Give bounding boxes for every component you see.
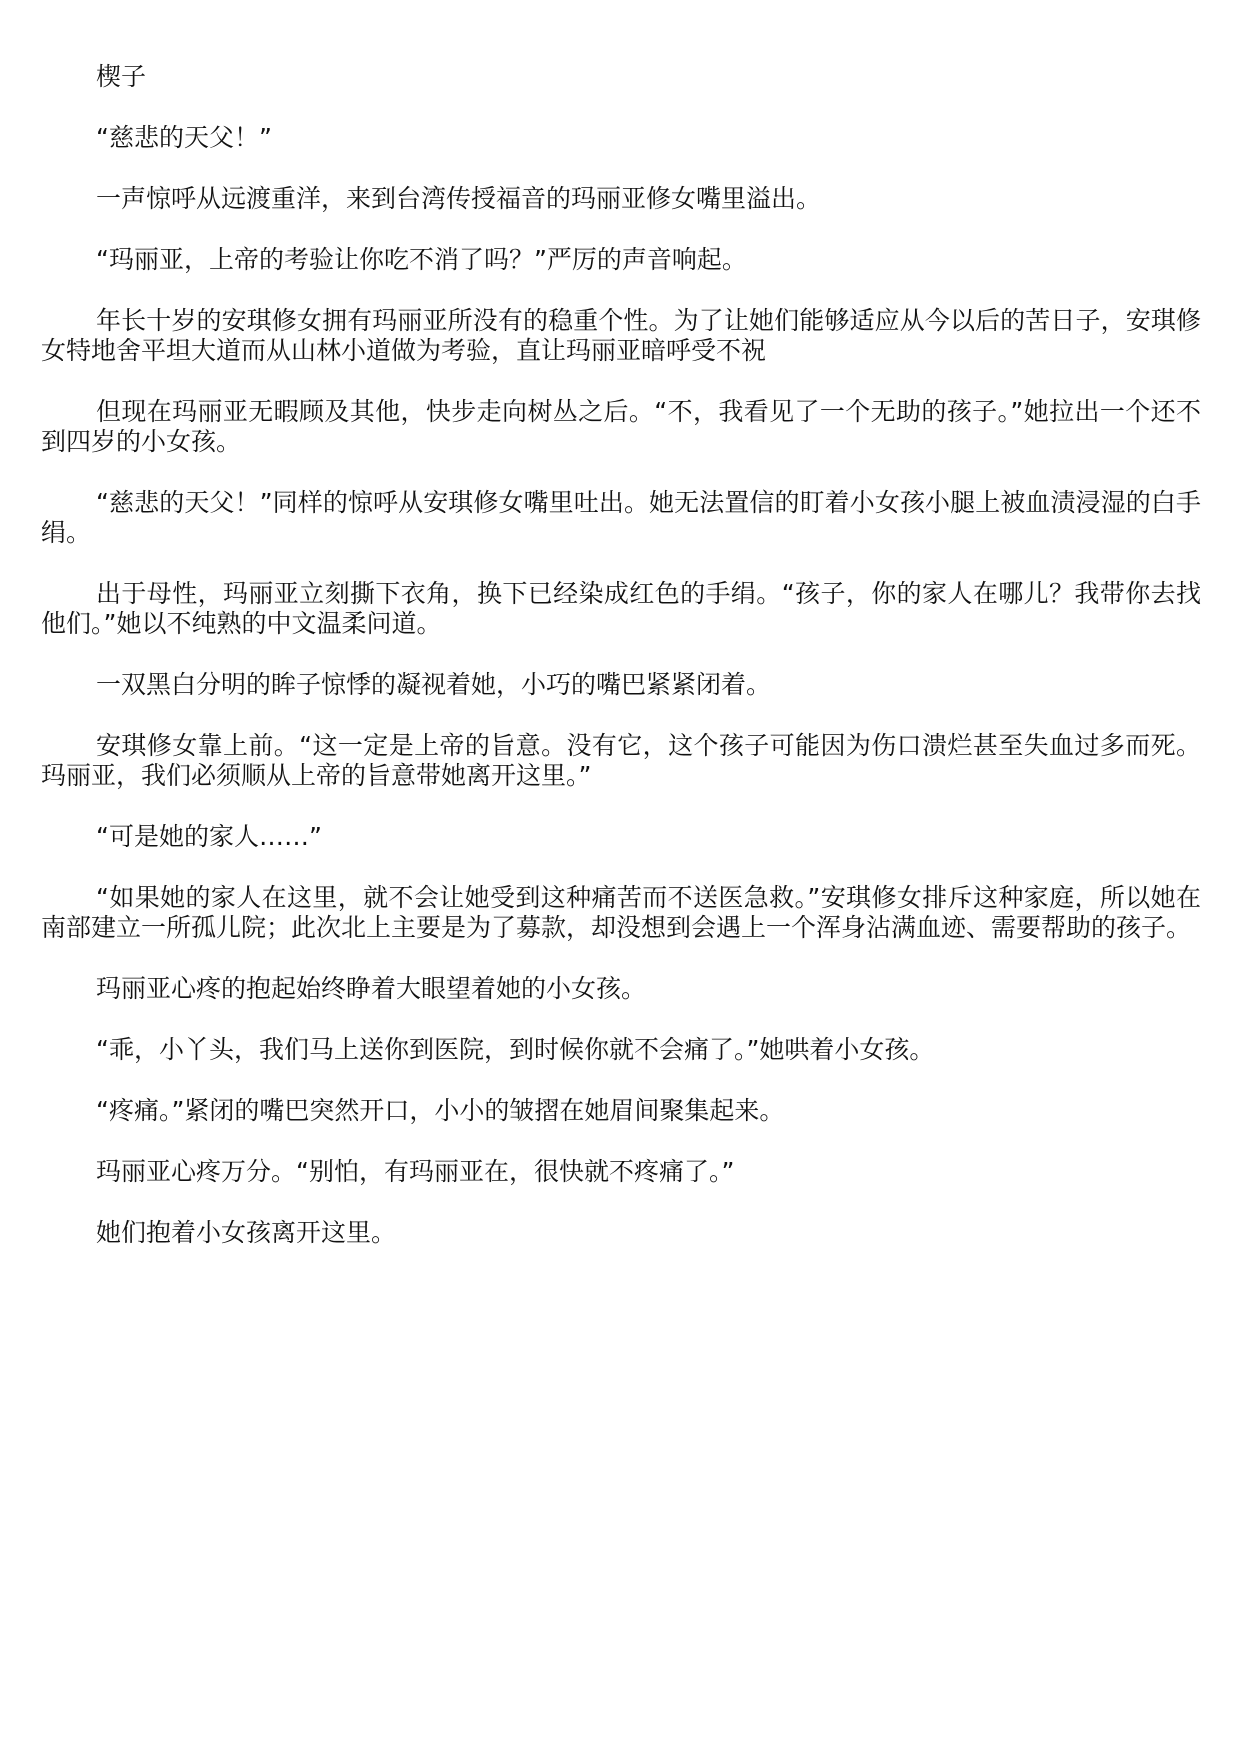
paragraph: 但现在玛丽亚无暇顾及其他，快步走向树丛之后。“不，我看见了一个无助的孩子。”她拉出一个还不到四岁的小女孩。 [41,397,1201,456]
paragraph: 出于母性，玛丽亚立刻撕下衣角，换下已经染成红色的手绢。“孩子，你的家人在哪儿？我带你去找他们。”她以不纯熟的中文温柔问道。 [41,579,1201,638]
paragraph: 一声惊呼从远渡重洋，来到台湾传授福音的玛丽亚修女嘴里溢出。 [96,184,822,213]
paragraph: “可是她的家人……” [96,822,322,851]
paragraph: 玛丽亚心疼万分。“别怕，有玛丽亚在，很快就不疼痛了。” [96,1157,735,1186]
paragraph: 一双黑白分明的眸子惊悸的凝视着她，小巧的嘴巴紧紧闭着。 [96,670,772,699]
paragraph: 年长十岁的安琪修女拥有玛丽亚所没有的稳重个性。为了让她们能够适应从今以后的苦日子，安琪修女特地舍平坦大道而从山林小道做为考验，直让玛丽亚暗呼受不祝 [41,306,1201,365]
paragraph: “如果她的家人在这里，就不会让她受到这种痛苦而不送医急救。”安琪修女排斥这种家庭，所以她在南部建立一所孤儿院；此次北上主要是为了募款，却没想到会遇上一个浑身沾满血迹、需要帮助的孩子。 [41,883,1201,942]
paragraph: 安琪修女靠上前。“这一定是上帝的旨意。没有它，这个孩子可能因为伤口溃烂甚至失血过多而死。玛丽亚，我们必须顺从上帝的旨意带她离开这里。” [41,731,1201,790]
paragraph: “慈悲的天父！”同样的惊呼从安琪修女嘴里吐出。她无法置信的盯着小女孩小腿上被血渍浸湿的白手绢。 [41,488,1201,547]
paragraph: “疼痛。”紧闭的嘴巴突然开口，小小的皱摺在她眉间聚集起来。 [96,1096,785,1125]
paragraph: “玛丽亚，上帝的考验让你吃不消了吗？”严厉的声音响起。 [96,245,747,274]
paragraph: “慈悲的天父！” [96,123,272,152]
document-page [41,62,1201,1279]
paragraph: 她们抱着小女孩离开这里。 [96,1218,397,1247]
paragraph: “乖，小丫头，我们马上送你到医院，到时候你就不会痛了。”她哄着小女孩。 [96,1035,935,1064]
paragraph: 玛丽亚心疼的抱起始终睁着大眼望着她的小女孩。 [96,974,647,1003]
chapter-title: 楔子 [96,62,147,91]
